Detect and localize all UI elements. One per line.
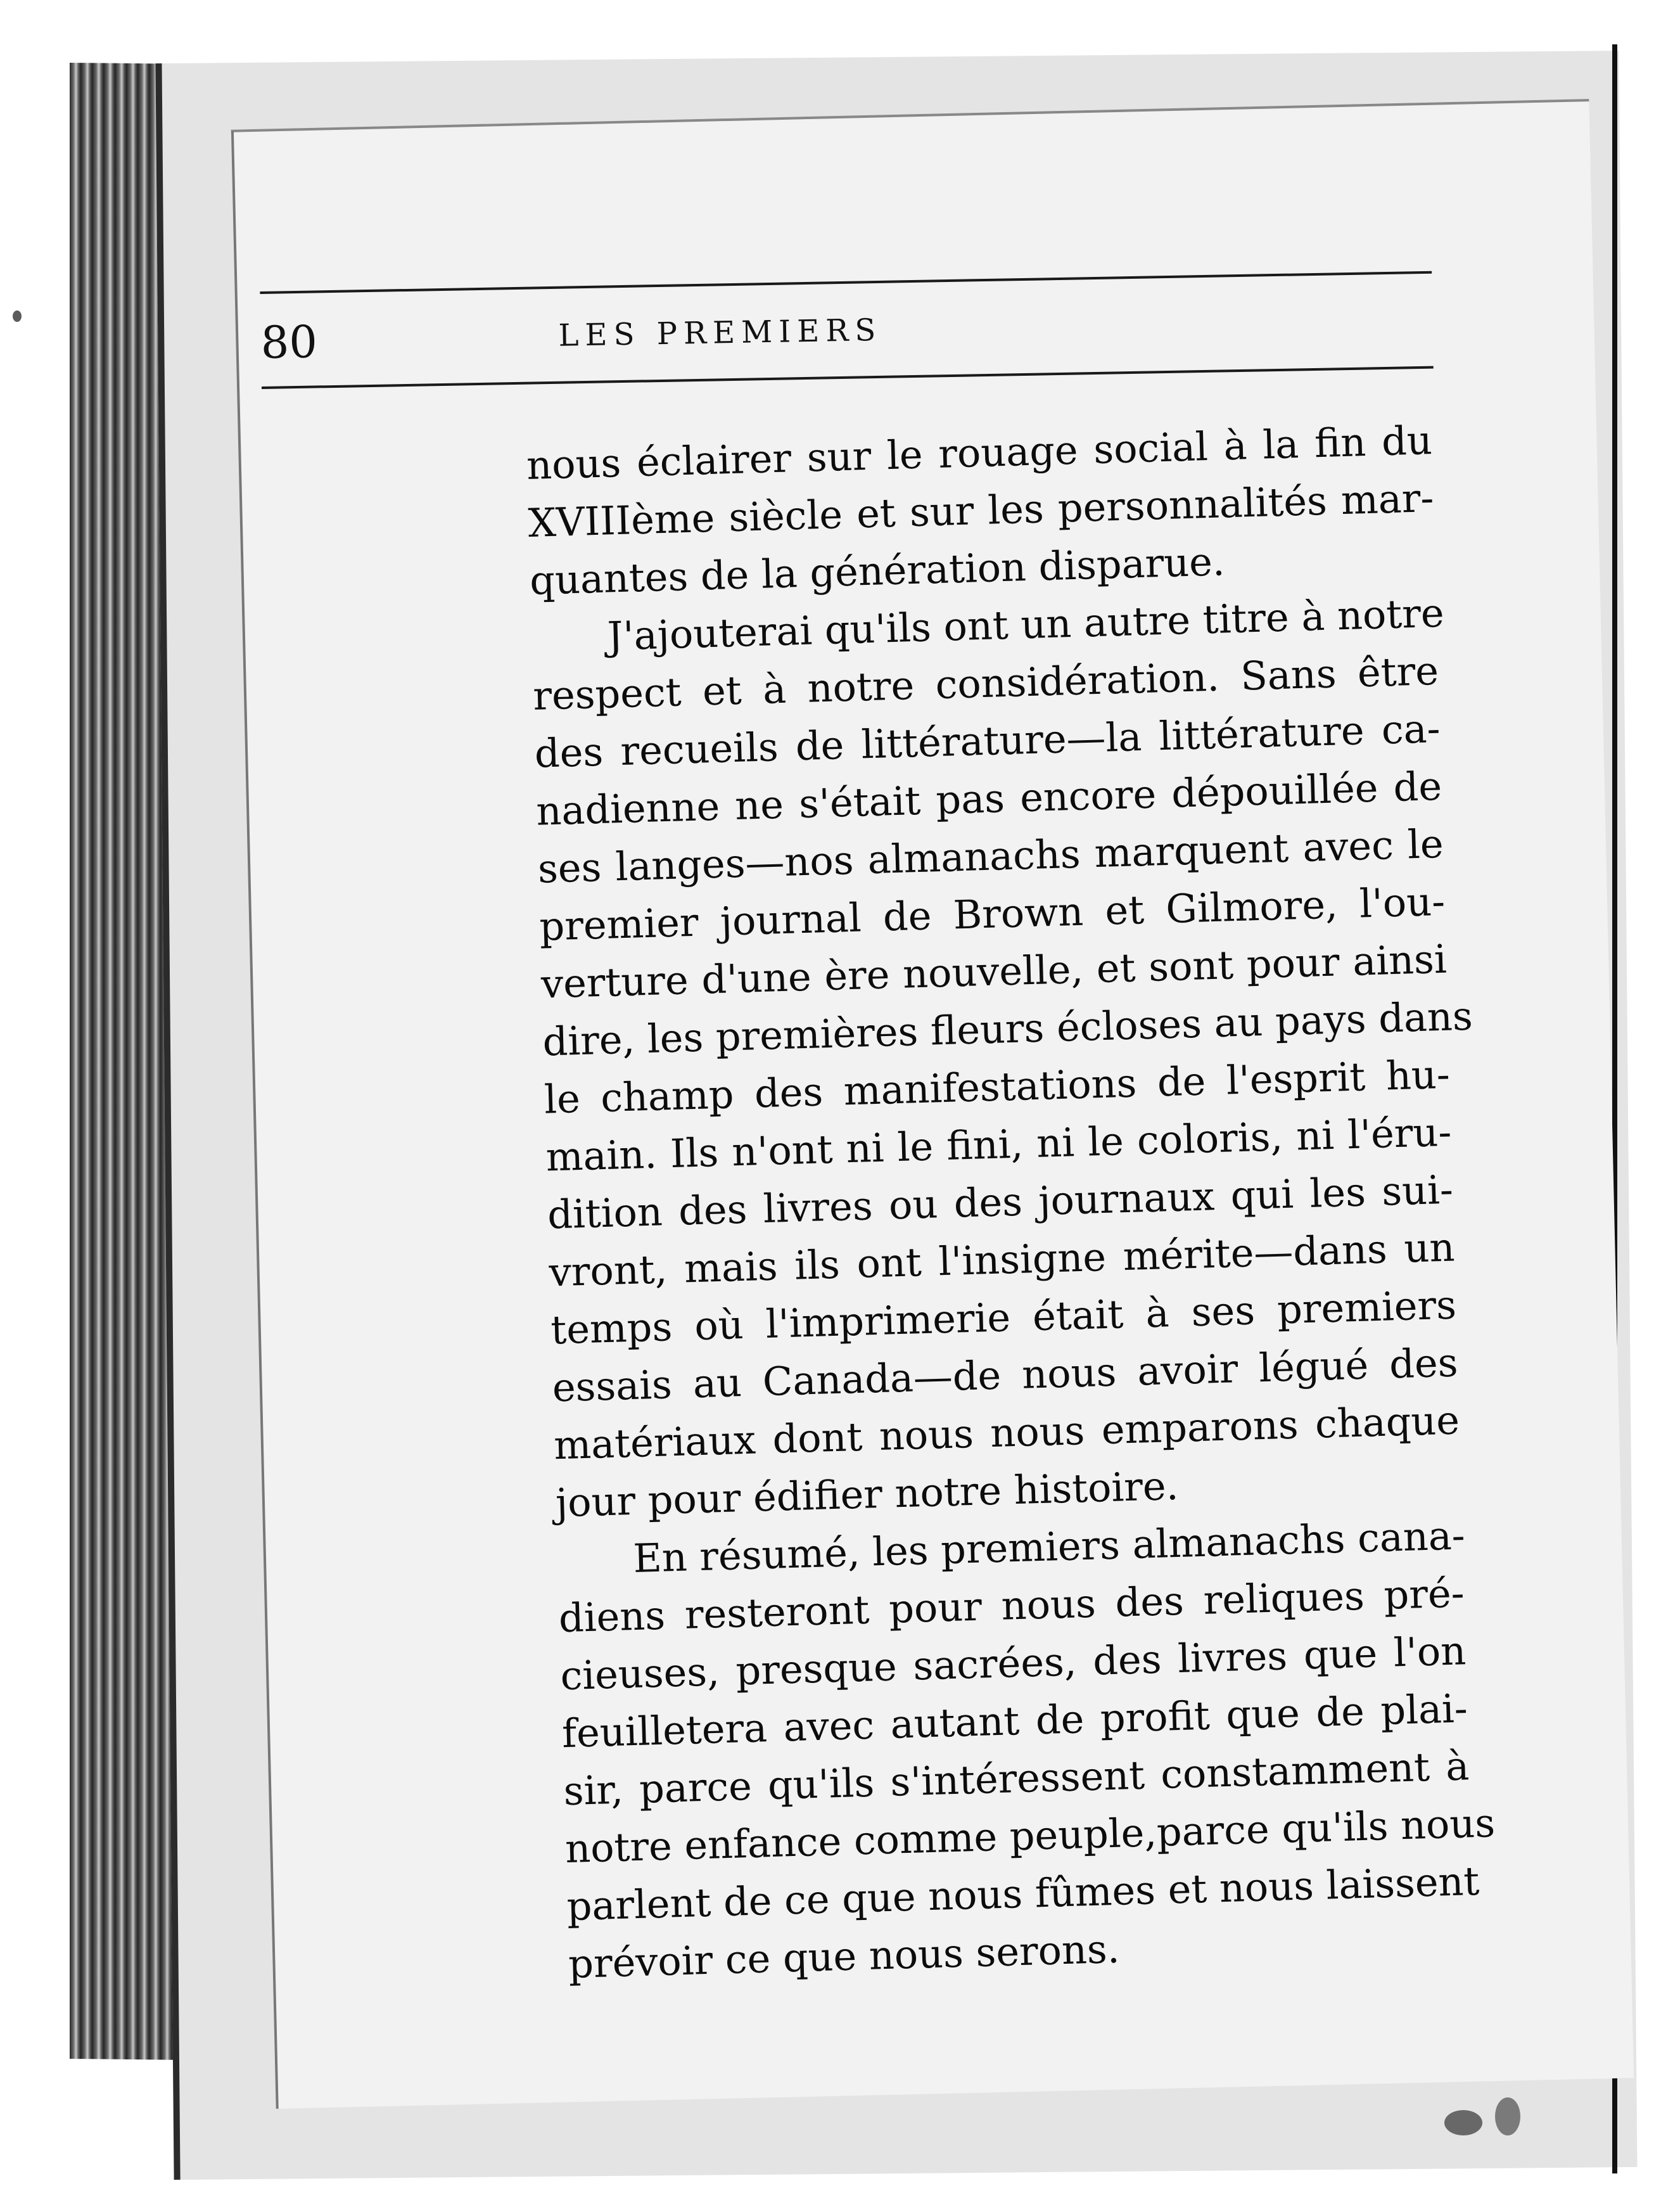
text-line: diens resteront pour nous des reliques pré- (558, 1570, 1465, 1642)
text-line: cieuses, presque sacrées, des livres que l'on (559, 1627, 1467, 1699)
ink-speck (1495, 2097, 1520, 2135)
ink-speck (1444, 2110, 1482, 2135)
body-text (526, 412, 1496, 1993)
text-line: nous éclairer sur le rouage social à la fin du (526, 417, 1433, 489)
text-line: main. Ils n'ont ni le fini, ni le coloris, ni l'éru- (545, 1108, 1453, 1181)
page-header (260, 259, 1434, 406)
text-line: le champ des manifestations de l'esprit hu- (544, 1051, 1451, 1123)
text-line: matériaux dont nous nous emparons chaque (553, 1397, 1460, 1469)
text-line: des recueils de littérature—la littérature ca- (533, 705, 1441, 777)
text-line: sir, parce qu'ils s'intéressent constamment à (563, 1743, 1470, 1815)
text-line: temps où l'imprimerie était à ses premiers (550, 1281, 1457, 1353)
text-line: notre enfance comme peuple,parce qu'ils nous (564, 1800, 1496, 1872)
ink-speck (13, 310, 22, 322)
text-line: ses langes—nos almanachs marquent avec le (537, 820, 1444, 892)
text-line: J'ajouterai qu'ils ont un autre titre à notre (606, 589, 1445, 660)
running-head: LES PREMIERS (558, 312, 882, 354)
header-rule-bottom (262, 366, 1434, 389)
text-line: nadienne ne s'était pas encore dépouillée de (535, 762, 1442, 835)
text-line: essais au Canada—de nous avoir légué des (551, 1339, 1459, 1411)
text-line: premier journal de Brown et Gilmore, l'ou- (538, 878, 1446, 950)
text-line: jour pour édifier notre histoire. (554, 1462, 1180, 1526)
page-number: 80 (260, 316, 318, 369)
text-line: parlent de ce que nous fûmes et nous laissent (566, 1857, 1480, 1930)
text-line: vront, mais ils ont l'insigne mérite—dans un (548, 1224, 1456, 1296)
text-line: XVIIIème siècle et sur les personnalités mar- (527, 475, 1435, 546)
text-line: verture d'une ère nouvelle, et sont pour ainsi (540, 935, 1448, 1008)
text-line: En résumé, les premiers almanachs cana- (632, 1512, 1466, 1582)
text-line: dition des livres ou des journaux qui les sui- (547, 1166, 1454, 1238)
text-line: quantes de la génération disparue. (529, 538, 1226, 604)
text-line: prévoir ce que nous serons. (568, 1925, 1121, 1988)
text-line: respect et à notre considération. Sans être (532, 647, 1439, 719)
text-line: feuilletera avec autant de profit que de plai- (561, 1685, 1468, 1757)
text-line: dire, les premières fleurs écloses au pays dans (542, 992, 1473, 1065)
